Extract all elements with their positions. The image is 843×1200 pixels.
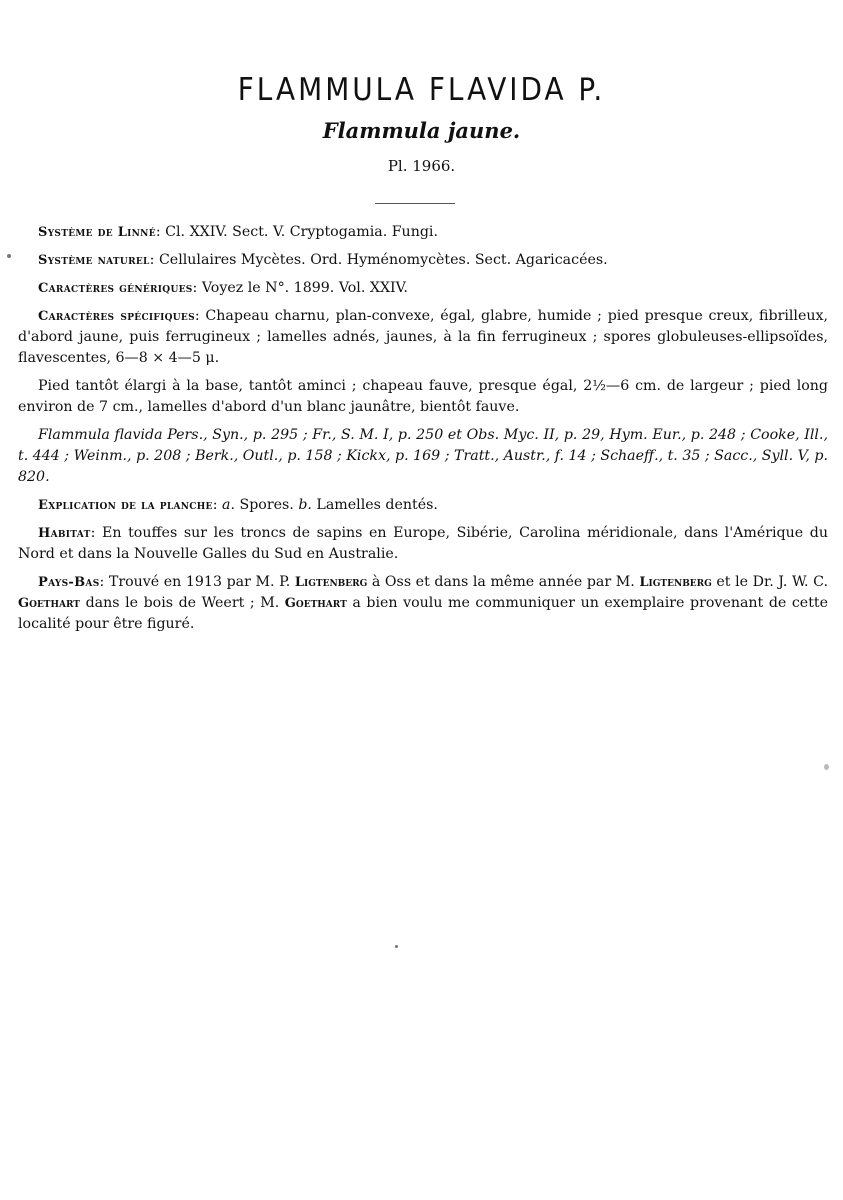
- person-name-4: Goethart: [284, 596, 347, 611]
- title-divider: [375, 203, 455, 204]
- label-systeme-naturel: Système naturel: [38, 253, 150, 268]
- label-explication: Explication de la planche: [38, 498, 213, 513]
- text-pays-bas-3: et le Dr. J. W. C.: [711, 574, 828, 590]
- text-pays-bas-2: à Oss et dans la même année par M.: [367, 574, 640, 590]
- paragraph-systeme-linne: [18, 222, 828, 243]
- document-body: [18, 222, 828, 642]
- label-systeme-linne: Système de Linné: [38, 225, 156, 240]
- person-name-3: Goethart: [18, 596, 81, 611]
- paragraph-pays-bas: [18, 572, 828, 635]
- label-caracteres-specifiques: Caractères spécifiques: [38, 309, 195, 324]
- label-pays-bas: Pays-Bas: [38, 575, 100, 590]
- paragraph-systeme-naturel: [18, 250, 828, 271]
- paragraph-habitat: [18, 523, 828, 565]
- text-explication-b: Spores.: [234, 497, 299, 513]
- person-name-1: Ligtenberg: [294, 575, 368, 590]
- text-explication-c: Lamelles dentés.: [311, 497, 438, 513]
- scan-speck: [7, 254, 11, 258]
- paragraph-references: Flammula flavida Pers., Syn., p. 295 ; Fr., S. M. I, p. 250 et Obs. Myc. II, p. 29, Hym. Eur., p. 248 ; Cooke, Ill., t. 444 ; Weinm., p. 208 ; Berk., Outl., p. 158 ; Kickx, p. 169 ; Tratt., Austr., f. 14 ; Schaeff., t. 35 ; Sacc., Syll. V, p. 820.: [18, 427, 828, 485]
- text-habitat: : En touffes sur les troncs de sapins en Europe, Sibérie, Carolina méridionale, dans l'Amérique du Nord et dans la Nouvelle Galles du Sud en Australie.: [18, 525, 828, 562]
- plate-number: Pl. 1966.: [387, 157, 456, 175]
- text-pays-bas-4: dans le bois de Weert ; M.: [80, 595, 285, 611]
- text-pays-bas-5: a bien voulu me communiquer un exemplaire provenant de cette localité pour être figuré.: [18, 595, 828, 632]
- text-systeme-naturel: : Cellulaires Mycètes. Ord. Hyménomycètes. Sect. Agaricacées.: [149, 252, 608, 268]
- scan-speck: [395, 945, 398, 948]
- text-explication-a: :: [212, 497, 223, 513]
- paragraph-caracteres-generiques: [18, 278, 828, 299]
- figure-letter-a: a.: [222, 497, 235, 513]
- person-name-2: Ligtenberg: [639, 575, 712, 590]
- paragraph-explication: [18, 495, 828, 516]
- text-systeme-linne: : Cl. XXIV. Sect. V. Cryptogamia. Fungi.: [155, 224, 438, 240]
- page-subtitle: Flammula jaune.: [322, 118, 521, 143]
- text-pays-bas-1: : Trouvé en 1913 par M. P.: [99, 574, 295, 590]
- text-caracteres-generiques: : Voyez le N°. 1899. Vol. XXIV.: [192, 280, 408, 296]
- text-caracteres-specifiques: : Chapeau charnu, plan-convexe, égal, glabre, humide ; pied presque creux, fibrilleux, d'abord jaune, puis ferrugineux ; lamelles adnés, jaunes, à la fin ferrugineux ; spores globuleuses-ellipsoïdes, flavescentes, 6—8 × 4—5 μ.: [18, 308, 829, 366]
- scan-speck: [824, 764, 829, 770]
- paragraph-caracteres-specifiques: [18, 306, 828, 369]
- label-caracteres-generiques: Caractères génériques: [38, 281, 193, 296]
- label-habitat: Habitat: [38, 526, 91, 541]
- paragraph-description: Pied tantôt élargi à la base, tantôt aminci ; chapeau fauve, presque égal, 2½—6 cm. de largeur ; pied long environ de 7 cm., lamelles d'abord d'un blanc jaunâtre, bientôt fauve.: [18, 378, 828, 415]
- figure-letter-b: b.: [298, 497, 312, 513]
- page-title: FLAMMULA FLAVIDA P.: [237, 72, 606, 108]
